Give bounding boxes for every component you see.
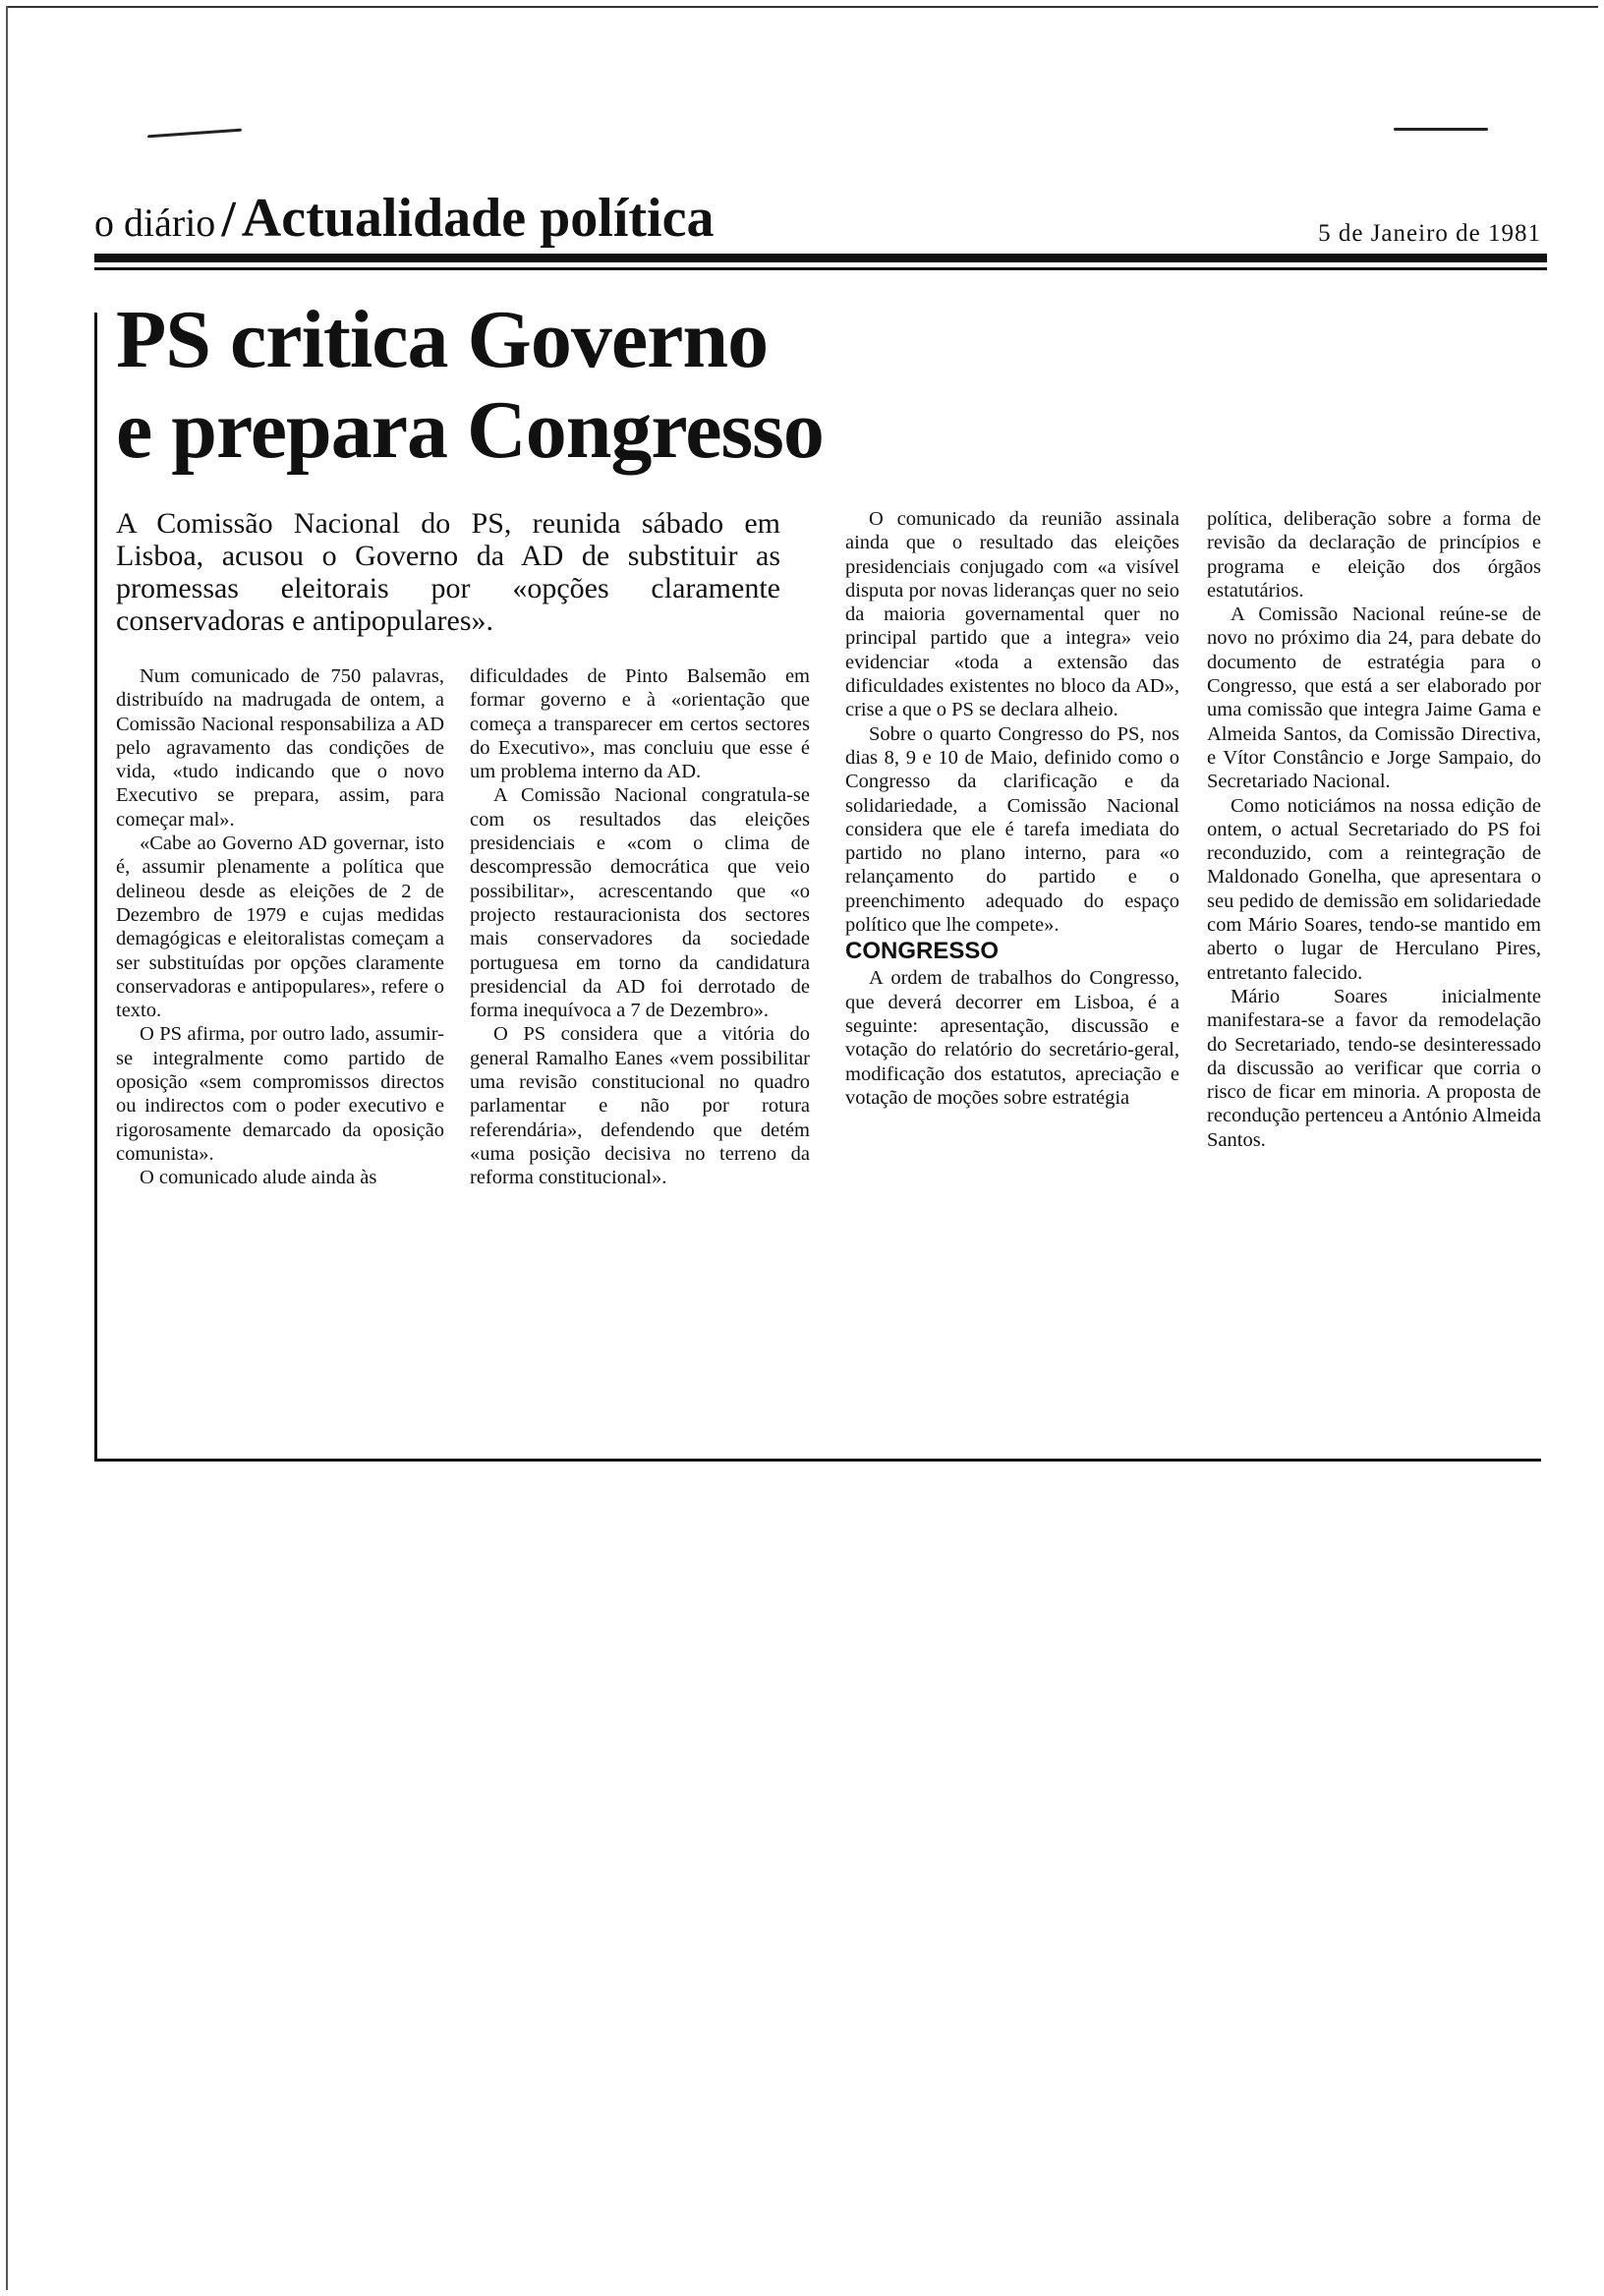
paragraph: Como noticiámos na nossa edição de ontem, o actual Secretariado do PS foi reconduzido, com a reintegração de Maldonado Gonelha, que apresentara o seu pedido de demissão em solidariedade com Mário Soares, tendo-se mantido em aberto o lugar de Herculano Pires, entretanto falecido. (1207, 794, 1541, 984)
scan-edge-left (6, 6, 8, 2290)
paragraph: «Cabe ao Governo AD governar, isto é, assumir plenamente a política que delineou desde as eleições de 2 de Dezembro de 1979 e cujas medidas demagógicas e eleitoralistas começam a ser substituídas por opções claramente conservadoras e antipopulares», refere o texto. (116, 832, 444, 1022)
masthead-rule (94, 254, 1547, 262)
paragraph: política, deliberação sobre a forma de revisão da declaração de princípios e programa e eleição dos órgãos estatutários. (1207, 508, 1541, 602)
issue-date: 5 de Janeiro de 1981 (1318, 220, 1541, 247)
subhead-congresso: CONGRESSO (845, 938, 1000, 965)
paragraph: A ordem de trabalhos do Congresso, que deverá decorrer em Lisboa, é a seguinte: apresentação, discussão e votação do relatório do secretário-geral, modificação dos estatutos, apreciação e votação de moções sobre estratégia (845, 967, 1179, 1109)
paragraph: Sobre o quarto Congresso do PS, nos dias 8, 9 e 10 de Maio, definido como o Congresso da clarificação e da solidariedade, a Comissão Nacional considera que ele é tarefa imediata do partido no plano interno, para «o relançamento do partido e o preenchimento adequado do espaço político que lhe compete». (845, 722, 1179, 937)
article-headline (116, 295, 1001, 476)
article-bottom-rule (94, 1459, 1541, 1462)
masthead-slash: / (221, 192, 236, 248)
scan-mark (1394, 128, 1488, 131)
text-column-3 (845, 507, 1179, 1110)
paragraph: O comunicado alude ainda às (140, 1167, 377, 1189)
paragraph: Num comunicado de 750 palavras, distribuído na madrugada de ontem, a Comissão Nacional responsabiliza a AD pelo agravamento das condições de vida, «tudo indicando que o novo Executivo se prepara, assim, para começar mal». (116, 665, 444, 831)
text-column-2 (470, 664, 810, 1190)
headline-line-1: PS critica Governo (116, 294, 769, 385)
scan-edge-top (6, 6, 1598, 8)
text-column-4 (1207, 507, 1541, 1152)
text-column-1 (116, 664, 444, 1190)
paragraph: A Comissão Nacional congratula-se com os resultados das eleições presidenciais e «com o clima de descompressão democrática que veio possibilitar», acrescentando que «o projecto restauracionista dos sectores mais conservadores da sociedade portuguesa em torno da candidatura presidencial da AD foi derrotado de forma inequívoca a 7 de Dezembro». (470, 784, 810, 1022)
paragraph: A Comissão Nacional reúne-se de novo no próximo dia 24, para debate do documento de estratégia para o Congresso, que está a ser elaborado por uma comissão que integra Jaime Gama e Almeida Santos, da Comissão Directiva, e Vítor Constâncio e Jorge Sampaio, do Secretariado Nacional. (1207, 603, 1541, 793)
article-left-rule (94, 313, 97, 1461)
paragraph: O PS afirma, por outro lado, assumir-se integralmente como partido de oposição «sem compromissos directos ou indirectos com o poder executivo e rigorosamente demarcado da oposição comunista». (116, 1023, 444, 1165)
paragraph: O comunicado da reunião assinala ainda que o resultado das eleições presidenciais conjugado com «a visível disputa por novas lideranças quer no seio da maioria governamental quer no principal partido que a integra» veio evidenciar «toda a extensão das dificuldades existentes no bloco da AD», crise a que o PS se declara alheio. (845, 508, 1179, 721)
scan-mark (147, 129, 242, 139)
section-title: Actualidade política (241, 188, 715, 249)
paragraph: Mário Soares inicialmente manifestara-se a favor da remodelação do Secretariado, tendo-se desinteressado da discussão ao verificar que corria o risco de ficar em minoria. A proposta de recondução pertenceu a António Almeida Santos. (1207, 985, 1541, 1151)
article-lead: A Comissão Nacional do PS, reunida sábado em Lisboa, acusou o Governo da AD de substituir as promessas eleitorais por «opções claramente conservadoras e antipopulares». (116, 507, 780, 637)
masthead-rule-thin (94, 267, 1547, 270)
paragraph: dificuldades de Pinto Balsemão em formar governo e à «orientação que começa a transparecer em certos sectores do Executivo», mas concluiu que esse é um problema interno da AD. (470, 665, 810, 783)
paragraph: O PS considera que a vitória do general Ramalho Eanes «vem possibilitar uma revisão constitucional no quadro parlamentar e não por rotura referendária», defendendo que detém «uma posição decisiva no terreno da reforma constitucional». (470, 1023, 810, 1189)
newspaper-name: o diário (94, 201, 216, 245)
headline-line-2: e prepara Congresso (116, 384, 824, 476)
